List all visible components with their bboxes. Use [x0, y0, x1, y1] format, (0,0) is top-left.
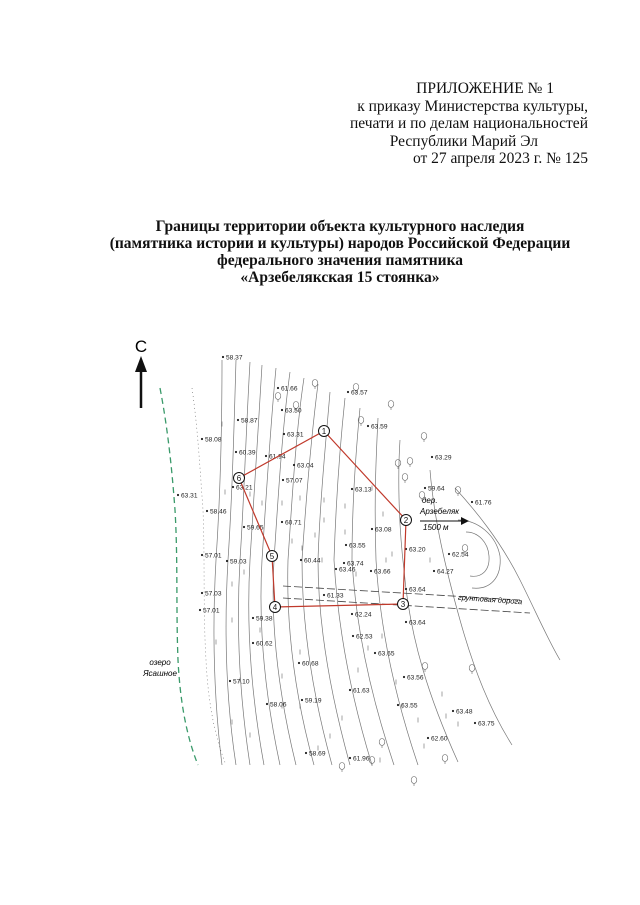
elevation-dot — [405, 621, 407, 623]
elevation-dot — [298, 662, 300, 664]
tree-icon — [275, 393, 281, 400]
elevation-dot — [397, 704, 399, 706]
elevation-label: 58.06 — [270, 701, 287, 709]
elevation-label: 57.07 — [286, 477, 303, 485]
elevation-label: 63.55 — [349, 542, 366, 550]
elevation-dot — [293, 464, 295, 466]
elevation-dot — [349, 689, 351, 691]
boundary-point-label: 3 — [400, 600, 406, 609]
elevation-label: 58.37 — [226, 354, 243, 362]
elevation-dot — [452, 710, 454, 712]
elevation-dot — [199, 609, 201, 611]
elevation-dot — [335, 568, 337, 570]
contour-line — [214, 360, 222, 765]
elevation-label: 63.31 — [287, 431, 304, 439]
elevation-dot — [201, 592, 203, 594]
elevation-label: 63.64 — [409, 619, 426, 627]
elevation-label: 59.64 — [428, 485, 445, 493]
elevation-dot — [474, 722, 476, 724]
north-arrow — [135, 337, 147, 408]
elevation-dot — [431, 456, 433, 458]
elevation-label: 61.94 — [269, 453, 286, 461]
elevation-label: 63.59 — [371, 423, 388, 431]
boundary-point-label: 6 — [236, 474, 242, 483]
boundary-point-label: 4 — [272, 603, 278, 612]
elevation-label: 63.29 — [435, 454, 452, 462]
lake-label: Ясашное — [143, 669, 177, 678]
elevation-label: 58.69 — [309, 750, 326, 758]
elevation-dot — [229, 680, 231, 682]
elevation-label: 63.50 — [285, 407, 302, 415]
boundary-point-label: 5 — [269, 552, 275, 561]
tree-icon — [407, 458, 413, 465]
elevation-label: 61.96 — [353, 755, 370, 763]
elevation-dot — [345, 544, 347, 546]
elevation-dot — [283, 433, 285, 435]
elevation-dot — [252, 617, 254, 619]
elevation-label: 61.66 — [281, 385, 298, 393]
appendix-line: к приказу Министерства культуры, — [357, 97, 588, 115]
elevation-dot — [201, 438, 203, 440]
tree-icon — [469, 665, 475, 672]
elevation-label: 63.66 — [374, 568, 391, 576]
elevation-dot — [177, 494, 179, 496]
elevation-dot — [352, 635, 354, 637]
appendix-date: от 27 апреля 2023 г. № 125 — [412, 150, 588, 167]
elevation-dot — [349, 757, 351, 759]
elevation-label: 61.33 — [327, 592, 344, 600]
elevation-label: 58.08 — [205, 436, 222, 444]
appendix-title: ПРИЛОЖЕНИЕ № 1 — [416, 80, 554, 97]
boundary-point-label: 1 — [321, 427, 327, 436]
tree-icon — [395, 460, 401, 467]
heading-line: (памятника истории и культуры) народов Российской Федерации — [109, 235, 571, 252]
tree-icon — [339, 763, 345, 770]
tree-icon — [455, 487, 461, 494]
contour-line — [318, 392, 350, 765]
elevation-label: 63.64 — [409, 586, 426, 594]
elevation-label: 63.74 — [347, 560, 364, 568]
elevation-label: 63.08 — [375, 526, 392, 534]
tree-icon — [312, 380, 318, 387]
heading-line: федерального значения памятника — [216, 252, 464, 269]
elevation-label: 63.56 — [407, 674, 424, 682]
elevation-dot — [433, 570, 435, 572]
heading-line: Границы территории объекта культурного наследия — [155, 218, 525, 235]
elevation-label: 64.27 — [437, 568, 454, 576]
elevation-dot — [301, 699, 303, 701]
elevation-dot — [448, 553, 450, 555]
elevation-dot — [243, 526, 245, 528]
elevation-label: 63.13 — [355, 486, 372, 494]
elevation-label: 63.31 — [181, 492, 198, 500]
elevation-dot — [265, 455, 267, 457]
elevation-label: 63.55 — [401, 702, 418, 710]
elevation-dot — [237, 419, 239, 421]
elevation-dot — [201, 554, 203, 556]
elevation-dot — [300, 559, 302, 561]
north-label: С — [134, 337, 148, 356]
elevation-dot — [206, 510, 208, 512]
elevation-label: 57.03 — [205, 590, 222, 598]
elevation-label: 62.24 — [355, 611, 372, 619]
elevation-label: 63.20 — [409, 546, 426, 554]
elevation-dot — [222, 356, 224, 358]
elevation-dot — [232, 486, 234, 488]
elevation-label: 63.48 — [456, 708, 473, 716]
elevation-dot — [347, 391, 349, 393]
elevation-dot — [351, 488, 353, 490]
elevation-dot — [281, 409, 283, 411]
tree-symbols — [216, 380, 475, 787]
elevation-dot — [226, 560, 228, 562]
elevation-dot — [266, 703, 268, 705]
elevation-label: 63.75 — [478, 720, 495, 728]
contour-line — [334, 398, 372, 765]
village-label: дер. — [422, 496, 438, 505]
elevation-dot — [403, 676, 405, 678]
elevation-dot — [427, 737, 429, 739]
village-name: Арзебеляк — [420, 507, 460, 516]
elevation-dot — [343, 562, 345, 564]
elevation-dot — [252, 642, 254, 644]
elevation-points — [177, 355, 495, 763]
elevation-dot — [370, 570, 372, 572]
tree-icon — [411, 777, 417, 784]
contour-lines — [214, 360, 560, 765]
elevation-label: 59.38 — [256, 615, 273, 623]
elevation-label: 63.65 — [378, 650, 395, 658]
elevation-label: 63.04 — [297, 462, 314, 470]
elevation-label: 63.21 — [236, 484, 253, 492]
elevation-dot — [367, 425, 369, 427]
elevation-label: 57.01 — [205, 552, 222, 560]
elevation-dot — [305, 752, 307, 754]
contour-line — [455, 488, 560, 660]
boundary-point-label: 2 — [403, 516, 409, 525]
elevation-label: 61.76 — [475, 499, 492, 507]
elevation-dot — [277, 387, 279, 389]
elevation-label: 63.57 — [351, 389, 368, 397]
appendix-line: Республики Марий Эл — [389, 132, 538, 150]
elevation-dot — [282, 479, 284, 481]
lake-label: озеро — [149, 658, 171, 667]
tree-icon — [421, 433, 427, 440]
elevation-label: 60.44 — [304, 557, 321, 565]
elevation-label: 58.46 — [210, 508, 227, 516]
elevation-label: 62.60 — [431, 735, 448, 743]
elevation-label: 60.71 — [285, 519, 302, 527]
tree-icon — [369, 757, 375, 764]
elevation-label: 59.19 — [305, 697, 322, 705]
elevation-label: 60.39 — [239, 449, 256, 457]
elevation-dot — [351, 613, 353, 615]
lake-shoreline — [160, 388, 226, 765]
tree-icon — [388, 401, 394, 408]
contour-line — [352, 408, 394, 765]
elevation-label: 60.62 — [256, 640, 273, 648]
road-label: грунтовая дорога — [457, 592, 523, 607]
tree-icon — [462, 545, 468, 552]
contour-line — [466, 532, 489, 576]
elevation-label: 62.53 — [356, 633, 373, 641]
elevation-dot — [323, 594, 325, 596]
elevation-label: 59.65 — [247, 524, 264, 532]
elevation-label: 63.46 — [339, 566, 356, 574]
tree-icon — [402, 474, 408, 481]
elevation-label: 58.87 — [241, 417, 258, 425]
elevation-label: 57.01 — [203, 607, 220, 615]
boundary-points — [234, 423, 412, 613]
elevation-label: 61.63 — [353, 687, 370, 695]
elevation-label: 59.03 — [230, 558, 247, 566]
elevation-dot — [471, 501, 473, 503]
elevation-dot — [374, 652, 376, 654]
tree-icon — [379, 739, 385, 746]
tree-icon — [442, 755, 448, 762]
elevation-label: 57.10 — [233, 678, 250, 686]
elevation-label: 60.68 — [302, 660, 319, 668]
appendix-line: печати и по делам национальностей — [349, 115, 588, 132]
elevation-dot — [371, 528, 373, 530]
elevation-dot — [281, 521, 283, 523]
elevation-dot — [424, 487, 426, 489]
tree-icon — [422, 663, 428, 670]
heading-line: «Арзебелякская 15 стоянка» — [240, 269, 440, 286]
elevation-dot — [405, 588, 407, 590]
village-distance: 1500 м — [423, 523, 449, 532]
elevation-dot — [235, 451, 237, 453]
elevation-label: 62.54 — [452, 551, 469, 559]
